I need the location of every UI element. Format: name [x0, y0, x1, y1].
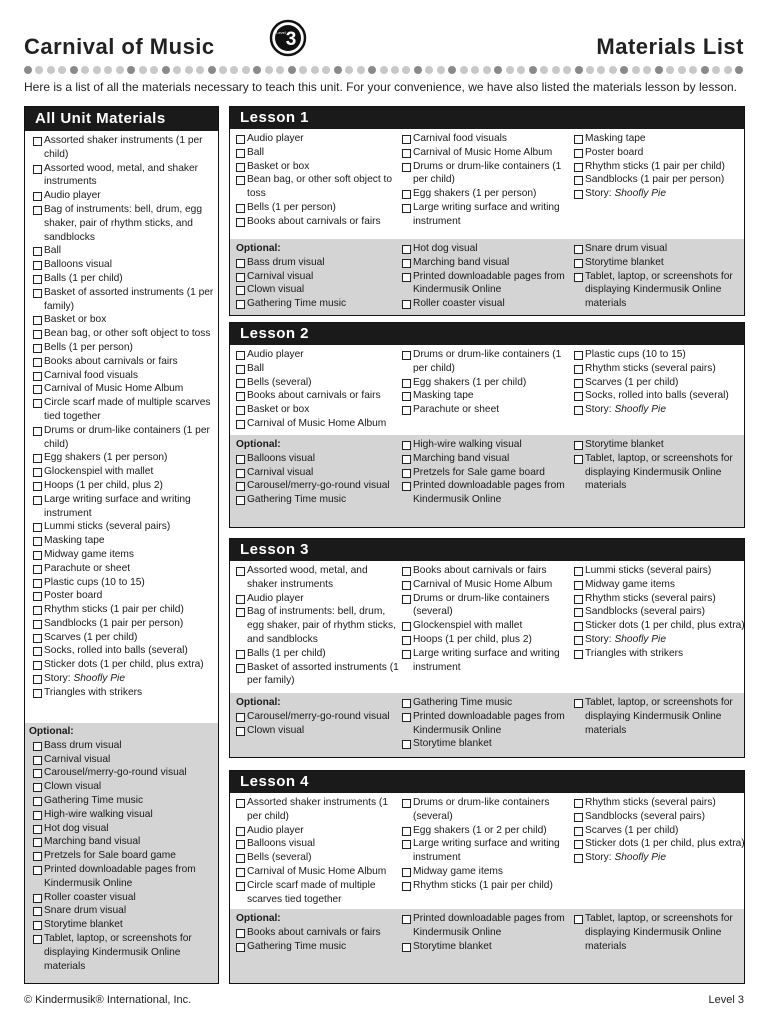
story-title: Shoofly Pie: [614, 188, 666, 200]
divider-dot: [58, 66, 66, 74]
material-item: Hot dog visual: [33, 822, 214, 836]
material-item: Assorted shaker instruments (1 per child): [236, 796, 401, 824]
lesson-3-panel: [229, 538, 745, 758]
divider-dot: [345, 66, 353, 74]
material-item: Lummi sticks (several pairs): [33, 520, 214, 534]
lesson-opt-col-3: [574, 242, 746, 311]
lesson-col-2: [402, 348, 574, 417]
material-item: Egg shakers (1 per person): [33, 451, 214, 465]
material-item: Poster board: [574, 146, 746, 160]
material-item: Carnival visual: [236, 466, 401, 480]
divider-dot: [689, 66, 697, 74]
material-item: Bells (1 per person): [33, 341, 214, 355]
divider-dot: [173, 66, 181, 74]
level-logo-icon: [268, 18, 308, 58]
lesson-optional-materials: [230, 909, 744, 983]
material-item: Drums or drum-like containers (1 per child): [33, 424, 214, 452]
divider-dot: [471, 66, 479, 74]
divider-dot: [609, 66, 617, 74]
lesson-opt-col-2: [402, 912, 574, 953]
lesson-materials: [230, 345, 744, 435]
lesson-col-1: [236, 132, 401, 229]
material-item: Sandblocks (1 pair per person): [574, 173, 746, 187]
divider-dot: [517, 66, 525, 74]
material-item: Sandblocks (several pairs): [574, 810, 746, 824]
lesson-col-3: [574, 564, 746, 661]
material-item: Bass drum visual: [236, 256, 401, 270]
material-item: Large writing surface and writing instrument: [33, 493, 214, 521]
divider-dot: [620, 66, 628, 74]
divider-dot: [483, 66, 491, 74]
material-item: Sandblocks (several pairs): [574, 605, 746, 619]
material-item: Egg shakers (1 or 2 per child): [402, 824, 574, 838]
material-item: Balloons visual: [236, 837, 401, 851]
material-item: Drums or drum-like containers (1 per child): [402, 348, 574, 376]
page-header: [24, 30, 744, 64]
divider-dot: [460, 66, 468, 74]
material-item: Printed downloadable pages from Kindermusik Online: [402, 912, 574, 940]
material-item: Poster board: [33, 589, 214, 603]
lesson-col-3: [574, 796, 746, 865]
divider-dot: [448, 66, 456, 74]
material-item: Story: Shoofly Pie: [574, 187, 746, 201]
divider-dot: [597, 66, 605, 74]
lesson-col-3: [574, 132, 746, 201]
material-item: Basket or box: [33, 313, 214, 327]
lesson-opt-col-2: [402, 696, 574, 751]
material-item: Carnival visual: [236, 270, 401, 284]
lesson-opt-col-2: [402, 438, 574, 507]
material-item: Marching band visual: [402, 452, 574, 466]
material-item: Basket of assorted instruments (1 per family): [33, 286, 214, 314]
material-item: Gathering Time music: [236, 940, 401, 954]
divider-dot: [265, 66, 273, 74]
divider-dot: [666, 66, 674, 74]
material-item: Rhythm sticks (1 pair per child): [33, 603, 214, 617]
material-item: Story: Shoofly Pie: [33, 672, 214, 686]
material-item: Tablet, laptop, or screenshots for displaying Kindermusik Online materials: [574, 270, 746, 311]
material-item: Storytime blanket: [574, 256, 746, 270]
logo-number: 3: [285, 29, 297, 50]
intro-text: Here is a list of all the materials necessary to teach this unit. For your convenience, we have also listed the materials lesson by lesson.: [24, 80, 738, 94]
divider-dot: [150, 66, 158, 74]
lesson-materials: [230, 129, 744, 239]
lesson-opt-col-2: [402, 242, 574, 311]
material-item: Rhythm sticks (several pairs): [574, 796, 746, 810]
material-item: Rhythm sticks (several pairs): [574, 592, 746, 606]
material-item: Storytime blanket: [402, 940, 574, 954]
material-item: Balloons visual: [236, 452, 401, 466]
material-item: Bells (1 per person): [236, 201, 401, 215]
all-unit-materials-panel: [24, 106, 219, 984]
lesson-2-panel: [229, 322, 745, 528]
material-item: Gathering Time music: [236, 493, 401, 507]
lesson-col-1: [236, 564, 401, 688]
divider-dot: [563, 66, 571, 74]
divider-dot: [35, 66, 43, 74]
all-unit-optional-section: [25, 723, 218, 983]
material-item: Balls (1 per child): [33, 272, 214, 286]
divider-dot: [208, 66, 216, 74]
optional-label: Optional:: [236, 243, 281, 254]
material-item: Gathering Time music: [236, 297, 401, 311]
divider-dot: [116, 66, 124, 74]
material-item: Bag of instruments: bell, drum, egg shaker, pair of rhythm sticks, and sandblocks: [236, 605, 401, 646]
divider-dot: [357, 66, 365, 74]
divider-dot: [127, 66, 135, 74]
material-item: Tablet, laptop, or screenshots for displaying Kindermusik Online materials: [574, 452, 746, 493]
lesson-opt-col-1: [236, 696, 401, 737]
divider-dot: [724, 66, 732, 74]
material-item: Masking tape: [402, 389, 574, 403]
divider-dot: [104, 66, 112, 74]
divider-dot: [162, 66, 170, 74]
page-subtitle: Materials List: [596, 34, 744, 59]
material-item: Sticker dots (1 per child, plus extra): [574, 837, 746, 851]
divider-dot: [380, 66, 388, 74]
lesson-optional-materials: [230, 239, 744, 315]
footer-level: Level 3: [708, 994, 744, 1006]
material-item: Audio player: [236, 824, 401, 838]
material-item: Audio player: [33, 189, 214, 203]
material-item: Balloons visual: [33, 258, 214, 272]
divider-dot: [437, 66, 445, 74]
divider-dot: [185, 66, 193, 74]
material-item: Carnival of Music Home Album: [236, 865, 401, 879]
material-item: Triangles with strikers: [574, 647, 746, 661]
lesson-opt-col-1: [236, 912, 401, 953]
material-item: Gathering Time music: [402, 696, 574, 710]
material-item: Tablet, laptop, or screenshots for displaying Kindermusik Online materials: [574, 696, 746, 737]
material-item: Books about carnivals or fairs: [236, 926, 401, 940]
material-item: Midway game items: [402, 865, 574, 879]
material-item: Parachute or sheet: [402, 403, 574, 417]
material-item: Carnival of Music Home Album: [33, 382, 214, 396]
page-title: Carnival of Music: [24, 34, 215, 59]
material-item: Large writing surface and writing instrument: [402, 837, 574, 865]
optional-label: Optional:: [236, 913, 281, 924]
divider-dot: [678, 66, 686, 74]
lesson-col-3: [574, 348, 746, 417]
divider-dot: [253, 66, 261, 74]
material-item: High-wire walking visual: [33, 808, 214, 822]
material-item: Tablet, laptop, or screenshots for displaying Kindermusik Online materials: [33, 932, 214, 973]
material-item: Pretzels for Sale game board: [402, 466, 574, 480]
divider-dot: [655, 66, 663, 74]
material-item: Circle scarf made of multiple scarves tied together: [236, 879, 401, 907]
decorative-dot-divider: [24, 66, 744, 74]
divider-dot: [735, 66, 743, 74]
lesson-heading: Lesson 1: [230, 107, 744, 129]
material-item: Scarves (1 per child): [574, 824, 746, 838]
material-item: Books about carnivals or fairs: [236, 215, 401, 229]
material-item: Storytime blanket: [33, 918, 214, 932]
material-item: Gathering Time music: [33, 794, 214, 808]
material-item: Large writing surface and writing instrument: [402, 201, 574, 229]
material-item: Carousel/merry-go-round visual: [236, 710, 401, 724]
lesson-opt-col-1: [236, 438, 401, 507]
material-item: Story: Shoofly Pie: [574, 403, 746, 417]
story-title: Shoofly Pie: [614, 852, 666, 864]
material-item: Masking tape: [33, 534, 214, 548]
lesson-opt-col-3: [574, 912, 746, 953]
material-item: Hoops (1 per child, plus 2): [402, 633, 574, 647]
material-item: Snare drum visual: [33, 904, 214, 918]
material-item: Socks, rolled into balls (several): [574, 389, 746, 403]
material-item: Assorted wood, metal, and shaker instruments: [33, 162, 214, 190]
material-item: Carousel/merry-go-round visual: [33, 766, 214, 780]
footer-copyright: © Kindermusik® International, Inc.: [24, 994, 192, 1006]
divider-dot: [70, 66, 78, 74]
material-item: Egg shakers (1 per child): [402, 376, 574, 390]
material-item: Snare drum visual: [574, 242, 746, 256]
material-item: Bag of instruments: bell, drum, egg shaker, pair of rhythm sticks, and sandblocks: [33, 203, 214, 244]
divider-dot: [196, 66, 204, 74]
divider-dot: [334, 66, 342, 74]
story-title: Shoofly Pie: [614, 404, 666, 416]
lesson-col-1: [236, 348, 401, 431]
material-item: Printed downloadable pages from Kindermusik Online: [33, 863, 214, 891]
material-item: Pretzels for Sale board game: [33, 849, 214, 863]
divider-dot: [139, 66, 147, 74]
material-item: Rhythm sticks (1 pair per child): [574, 160, 746, 174]
material-item: Roller coaster visual: [33, 891, 214, 905]
divider-dot: [529, 66, 537, 74]
divider-dot: [242, 66, 250, 74]
lesson-col-2: [402, 564, 574, 674]
all-unit-optional-list: [29, 739, 214, 974]
optional-label: Optional:: [236, 439, 281, 450]
material-item: Books about carnivals or fairs: [236, 389, 401, 403]
material-item: Hot dog visual: [402, 242, 574, 256]
material-item: Plastic cups (10 to 15): [33, 576, 214, 590]
material-item: Rhythm sticks (1 pair per child): [402, 879, 574, 893]
material-item: Midway game items: [574, 578, 746, 592]
material-item: Rhythm sticks (several pairs): [574, 362, 746, 376]
material-item: Marching band visual: [33, 835, 214, 849]
material-item: Carnival of Music Home Album: [236, 417, 401, 431]
material-item: Storytime blanket: [402, 737, 574, 751]
material-item: Carnival visual: [33, 753, 214, 767]
divider-dot: [632, 66, 640, 74]
material-item: Tablet, laptop, or screenshots for displaying Kindermusik Online materials: [574, 912, 746, 953]
material-item: Midway game items: [33, 548, 214, 562]
divider-dot: [552, 66, 560, 74]
lesson-materials: [230, 793, 744, 909]
divider-dot: [288, 66, 296, 74]
material-item: Sticker dots (1 per child, plus extra): [33, 658, 214, 672]
story-title: Shoofly Pie: [614, 633, 666, 645]
divider-dot: [93, 66, 101, 74]
material-item: Story: Shoofly Pie: [574, 851, 746, 865]
divider-dot: [230, 66, 238, 74]
material-item: Egg shakers (1 per person): [402, 187, 574, 201]
material-item: Marching band visual: [402, 256, 574, 270]
material-item: Carnival of Music Home Album: [402, 146, 574, 160]
material-item: Bells (several): [236, 376, 401, 390]
material-item: Clown visual: [236, 724, 401, 738]
divider-dot: [506, 66, 514, 74]
material-item: Carnival food visuals: [402, 132, 574, 146]
lesson-heading: Lesson 3: [230, 539, 744, 561]
divider-dot: [299, 66, 307, 74]
material-item: Story: Shoofly Pie: [574, 633, 746, 647]
material-item: Socks, rolled into balls (several): [33, 644, 214, 658]
divider-dot: [47, 66, 55, 74]
material-item: Triangles with strikers: [33, 686, 214, 700]
lesson-col-1: [236, 796, 401, 906]
lesson-col-2: [402, 132, 574, 229]
material-item: Clown visual: [236, 283, 401, 297]
material-item: Books about carnivals or fairs: [33, 355, 214, 369]
material-item: Drums or drum-like containers (several): [402, 592, 574, 620]
material-item: Large writing surface and writing instrument: [402, 647, 574, 675]
divider-dot: [701, 66, 709, 74]
divider-dot: [81, 66, 89, 74]
material-item: Bass drum visual: [33, 739, 214, 753]
divider-dot: [425, 66, 433, 74]
lesson-col-2: [402, 796, 574, 893]
divider-dot: [586, 66, 594, 74]
divider-dot: [322, 66, 330, 74]
material-item: Circle scarf made of multiple scarves tied together: [33, 396, 214, 424]
material-item: Audio player: [236, 348, 401, 362]
divider-dot: [643, 66, 651, 74]
material-item: High-wire walking visual: [402, 438, 574, 452]
material-item: Bean bag, or other soft object to toss: [236, 173, 401, 201]
material-item: Storytime blanket: [574, 438, 746, 452]
all-unit-materials-list: [25, 131, 218, 700]
lesson-heading: Lesson 2: [230, 323, 744, 345]
divider-dot: [575, 66, 583, 74]
lesson-optional-materials: [230, 693, 744, 757]
material-item: Ball: [236, 362, 401, 376]
material-item: Carnival food visuals: [33, 369, 214, 383]
divider-dot: [494, 66, 502, 74]
material-item: Basket or box: [236, 403, 401, 417]
optional-label: Optional:: [236, 697, 281, 708]
divider-dot: [391, 66, 399, 74]
divider-dot: [368, 66, 376, 74]
all-unit-materials-heading: All Unit Materials: [25, 107, 218, 131]
material-item: Glockenspiel with mallet: [402, 619, 574, 633]
material-item: Audio player: [236, 592, 401, 606]
material-item: Scarves (1 per child): [574, 376, 746, 390]
lesson-1-panel: [229, 106, 745, 316]
material-item: Printed downloadable pages from Kindermusik Online: [402, 479, 574, 507]
lesson-optional-materials: [230, 435, 744, 527]
material-item: Carousel/merry-go-round visual: [236, 479, 401, 493]
material-item: Balls (1 per child): [236, 647, 401, 661]
material-item: Drums or drum-like containers (1 per child): [402, 160, 574, 188]
material-item: Ball: [33, 244, 214, 258]
material-item: Printed downloadable pages from Kindermusik Online: [402, 270, 574, 298]
optional-label: Optional:: [29, 726, 74, 737]
material-item: Scarves (1 per child): [33, 631, 214, 645]
divider-dot: [402, 66, 410, 74]
material-item: Audio player: [236, 132, 401, 146]
material-item: Parachute or sheet: [33, 562, 214, 576]
material-item: Basket or box: [236, 160, 401, 174]
lesson-heading: Lesson 4: [230, 771, 744, 793]
story-title: Shoofly Pie: [73, 673, 125, 685]
material-item: Printed downloadable pages from Kindermusik Online: [402, 710, 574, 738]
material-item: Masking tape: [574, 132, 746, 146]
material-item: Roller coaster visual: [402, 297, 574, 311]
divider-dot: [311, 66, 319, 74]
divider-dot: [712, 66, 720, 74]
divider-dot: [24, 66, 32, 74]
material-item: Bells (several): [236, 851, 401, 865]
material-item: Books about carnivals or fairs: [402, 564, 574, 578]
divider-dot: [219, 66, 227, 74]
divider-dot: [414, 66, 422, 74]
lesson-opt-col-3: [574, 438, 746, 493]
material-item: Clown visual: [33, 780, 214, 794]
material-item: Assorted shaker instruments (1 per child): [33, 134, 214, 162]
divider-dot: [276, 66, 284, 74]
logo-level-text: Level: [276, 30, 286, 35]
divider-dot: [540, 66, 548, 74]
lesson-opt-col-1: [236, 242, 401, 311]
material-item: Bean bag, or other soft object to toss: [33, 327, 214, 341]
material-item: Sandblocks (1 pair per person): [33, 617, 214, 631]
material-item: Ball: [236, 146, 401, 160]
material-item: Glockenspiel with mallet: [33, 465, 214, 479]
material-item: Plastic cups (10 to 15): [574, 348, 746, 362]
material-item: Drums or drum-like containers (several): [402, 796, 574, 824]
material-item: Hoops (1 per child, plus 2): [33, 479, 214, 493]
material-item: Basket of assorted instruments (1 per family): [236, 661, 401, 689]
material-item: Lummi sticks (several pairs): [574, 564, 746, 578]
lesson-materials: [230, 561, 744, 693]
material-item: Carnival of Music Home Album: [402, 578, 574, 592]
material-item: Assorted wood, metal, and shaker instruments: [236, 564, 401, 592]
lesson-opt-col-3: [574, 696, 746, 737]
material-item: Sticker dots (1 per child, plus extra): [574, 619, 746, 633]
lesson-4-panel: [229, 770, 745, 984]
